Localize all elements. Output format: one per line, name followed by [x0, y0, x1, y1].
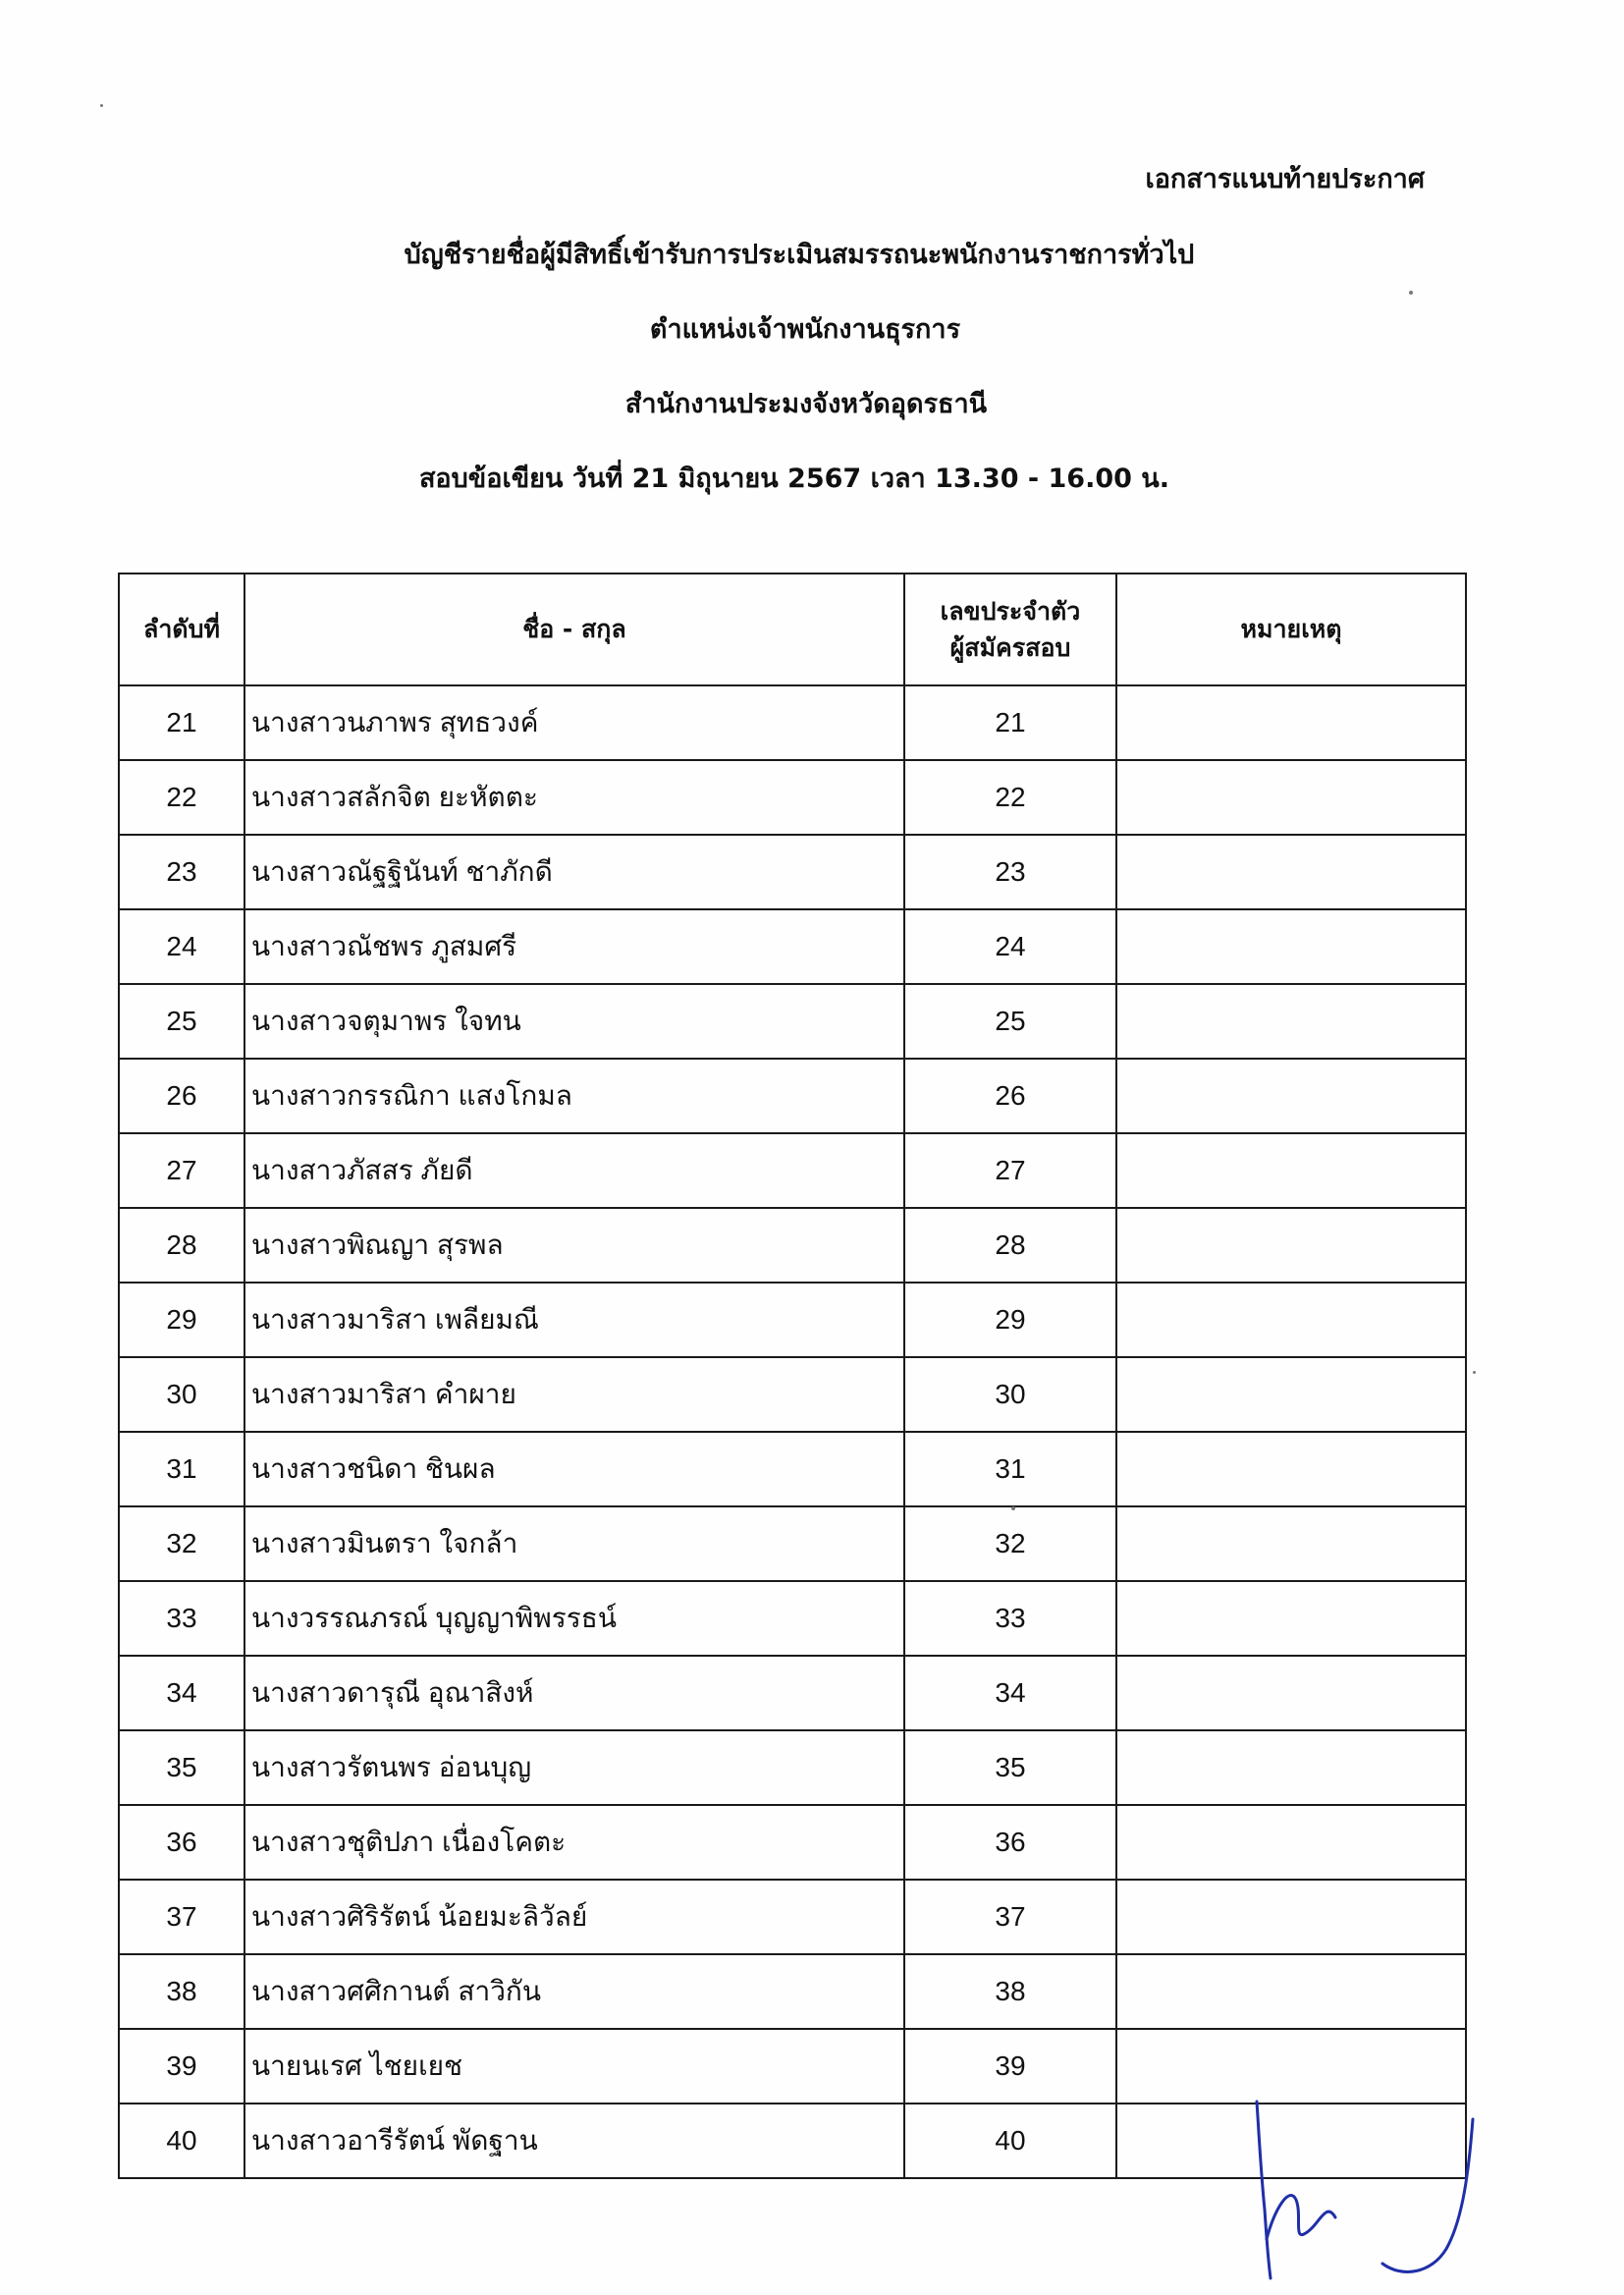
row-number-cell: 21	[119, 685, 244, 760]
signature-mark	[1245, 2092, 1490, 2288]
candidate-name-cell: นางสาวนภาพร สุทธวงค์	[244, 685, 904, 760]
note-cell	[1116, 1059, 1466, 1133]
scan-speck	[1011, 1506, 1015, 1510]
note-cell	[1116, 1208, 1466, 1283]
note-cell	[1116, 1133, 1466, 1208]
column-header-note: หมายเหตุ	[1116, 574, 1466, 685]
note-cell	[1116, 685, 1466, 760]
table-row	[119, 835, 1466, 909]
column-header-name: ชื่อ - สกุล	[244, 574, 904, 685]
row-number-cell: 24	[119, 909, 244, 984]
note-cell	[1116, 1730, 1466, 1805]
candidate-id-cell: 24	[904, 909, 1116, 984]
table-row	[119, 1133, 1466, 1208]
note-cell	[1116, 984, 1466, 1059]
candidate-id-cell: 28	[904, 1208, 1116, 1283]
note-cell	[1116, 1805, 1466, 1880]
candidate-id-cell: 25	[904, 984, 1116, 1059]
candidate-name-cell: นางสาวกรรณิกา แสงโกมล	[244, 1059, 904, 1133]
table-row	[119, 984, 1466, 1059]
candidate-name-cell: นางสาวณัฐฐินันท์ ชาภักดี	[244, 835, 904, 909]
note-cell	[1116, 909, 1466, 984]
candidate-name-cell: นางสาวศศิกานต์ สาวิกัน	[244, 1954, 904, 2029]
candidate-id-cell: 33	[904, 1581, 1116, 1656]
note-cell	[1116, 1656, 1466, 1730]
row-number-cell: 30	[119, 1357, 244, 1432]
candidate-table-container	[118, 573, 1465, 2179]
note-cell	[1116, 1506, 1466, 1581]
scan-speck	[1473, 1371, 1476, 1374]
candidate-name-cell: นางสาวดารุณี อุณาสิงห์	[244, 1656, 904, 1730]
column-header-candidate-id-line1: เลขประจำตัว	[940, 596, 1081, 626]
row-number-cell: 26	[119, 1059, 244, 1133]
candidate-id-cell: 29	[904, 1283, 1116, 1357]
table-row	[119, 1730, 1466, 1805]
row-number-cell: 40	[119, 2104, 244, 2178]
table-row	[119, 1506, 1466, 1581]
candidate-name-cell: นางสาวจตุมาพร ใจทน	[244, 984, 904, 1059]
candidate-name-cell: นางสาวรัตนพร อ่อนบุญ	[244, 1730, 904, 1805]
table-row	[119, 1954, 1466, 2029]
table-row	[119, 1283, 1466, 1357]
note-cell	[1116, 1357, 1466, 1432]
note-cell	[1116, 1954, 1466, 2029]
candidate-id-cell: 30	[904, 1357, 1116, 1432]
row-number-cell: 39	[119, 2029, 244, 2104]
note-cell	[1116, 835, 1466, 909]
table-row	[119, 760, 1466, 835]
table-header	[119, 574, 1466, 685]
candidate-id-cell: 39	[904, 2029, 1116, 2104]
candidate-id-cell: 32	[904, 1506, 1116, 1581]
column-header-no: ลำดับที่	[119, 574, 244, 685]
candidate-id-cell: 31	[904, 1432, 1116, 1506]
note-cell	[1116, 1283, 1466, 1357]
table-row	[119, 1880, 1466, 1954]
table-row	[119, 909, 1466, 984]
candidate-name-cell: นางสาวสลักจิต ยะหัตตะ	[244, 760, 904, 835]
row-number-cell: 28	[119, 1208, 244, 1283]
row-number-cell: 36	[119, 1805, 244, 1880]
note-cell	[1116, 1581, 1466, 1656]
note-cell	[1116, 1432, 1466, 1506]
table-row	[119, 685, 1466, 760]
row-number-cell: 38	[119, 1954, 244, 2029]
row-number-cell: 25	[119, 984, 244, 1059]
table-row	[119, 1581, 1466, 1656]
office-heading: สำนักงานประมงจังหวัดอุดรธานี	[624, 389, 988, 419]
row-number-cell: 31	[119, 1432, 244, 1506]
candidate-name-cell: นางสาวพิณญา สุรพล	[244, 1208, 904, 1283]
table-row	[119, 1805, 1466, 1880]
candidate-name-cell: นางสาวมินตรา ใจกล้า	[244, 1506, 904, 1581]
candidate-id-cell: 40	[904, 2104, 1116, 2178]
candidate-id-cell: 34	[904, 1656, 1116, 1730]
row-number-cell: 37	[119, 1880, 244, 1954]
candidate-name-cell: นางสาวอารีรัตน์ พัดฐาน	[244, 2104, 904, 2178]
table-body	[119, 685, 1466, 2178]
position-heading: ตำแหน่งเจ้าพนักงานธุรการ	[649, 314, 961, 345]
table-row	[119, 1059, 1466, 1133]
table-row	[119, 1432, 1466, 1506]
candidate-id-cell: 35	[904, 1730, 1116, 1805]
candidate-id-cell: 36	[904, 1805, 1116, 1880]
candidate-name-cell: นางสาวมาริสา คำผาย	[244, 1357, 904, 1432]
candidate-id-cell: 22	[904, 760, 1116, 835]
table-header-row	[119, 574, 1466, 685]
row-number-cell: 33	[119, 1581, 244, 1656]
candidate-id-cell: 21	[904, 685, 1116, 760]
note-cell	[1116, 1880, 1466, 1954]
candidate-id-cell: 27	[904, 1133, 1116, 1208]
candidate-id-cell: 37	[904, 1880, 1116, 1954]
candidate-id-cell: 26	[904, 1059, 1116, 1133]
attachment-note: เอกสารแนบท้ายประกาศ	[1145, 164, 1425, 194]
row-number-cell: 34	[119, 1656, 244, 1730]
row-number-cell: 27	[119, 1133, 244, 1208]
candidate-name-cell: นางสาวภัสสร ภัยดี	[244, 1133, 904, 1208]
table-row	[119, 1208, 1466, 1283]
row-number-cell: 29	[119, 1283, 244, 1357]
candidate-name-cell: นางสาวณัชพร ภูสมศรี	[244, 909, 904, 984]
row-number-cell: 32	[119, 1506, 244, 1581]
scan-speck	[100, 104, 103, 107]
scan-speck	[1409, 291, 1413, 295]
note-cell	[1116, 760, 1466, 835]
candidate-name-cell: นางสาวศิริรัตน์ น้อยมะลิวัลย์	[244, 1880, 904, 1954]
candidate-name-cell: นางสาวมาริสา เพลียมณี	[244, 1283, 904, 1357]
table-row	[119, 1656, 1466, 1730]
candidate-name-cell: นางสาวชนิดา ชินผล	[244, 1432, 904, 1506]
candidate-name-cell: นางวรรณภรณ์ บุญญาพิพรรธน์	[244, 1581, 904, 1656]
row-number-cell: 22	[119, 760, 244, 835]
exam-info-heading: สอบข้อเขียน วันที่ 21 มิถุนายน 2567 เวลา 13.30 - 16.00 น.	[418, 464, 1170, 494]
document-title: บัญชีรายชื่อผู้มีสิทธิ์เข้ารับการประเมินสมรรถนะพนักงานราชการทั่วไป	[404, 240, 1195, 270]
row-number-cell: 35	[119, 1730, 244, 1805]
candidate-id-cell: 38	[904, 1954, 1116, 2029]
candidate-name-cell: นายนเรศ ไชยเยช	[244, 2029, 904, 2104]
table-row	[119, 1357, 1466, 1432]
column-header-candidate-id	[904, 574, 1116, 685]
candidate-table	[118, 573, 1467, 2179]
candidate-id-cell: 23	[904, 835, 1116, 909]
column-header-candidate-id-line2: ผู้สมัครสอบ	[949, 633, 1071, 662]
row-number-cell: 23	[119, 835, 244, 909]
candidate-name-cell: นางสาวชุติปภา เนื่องโคตะ	[244, 1805, 904, 1880]
